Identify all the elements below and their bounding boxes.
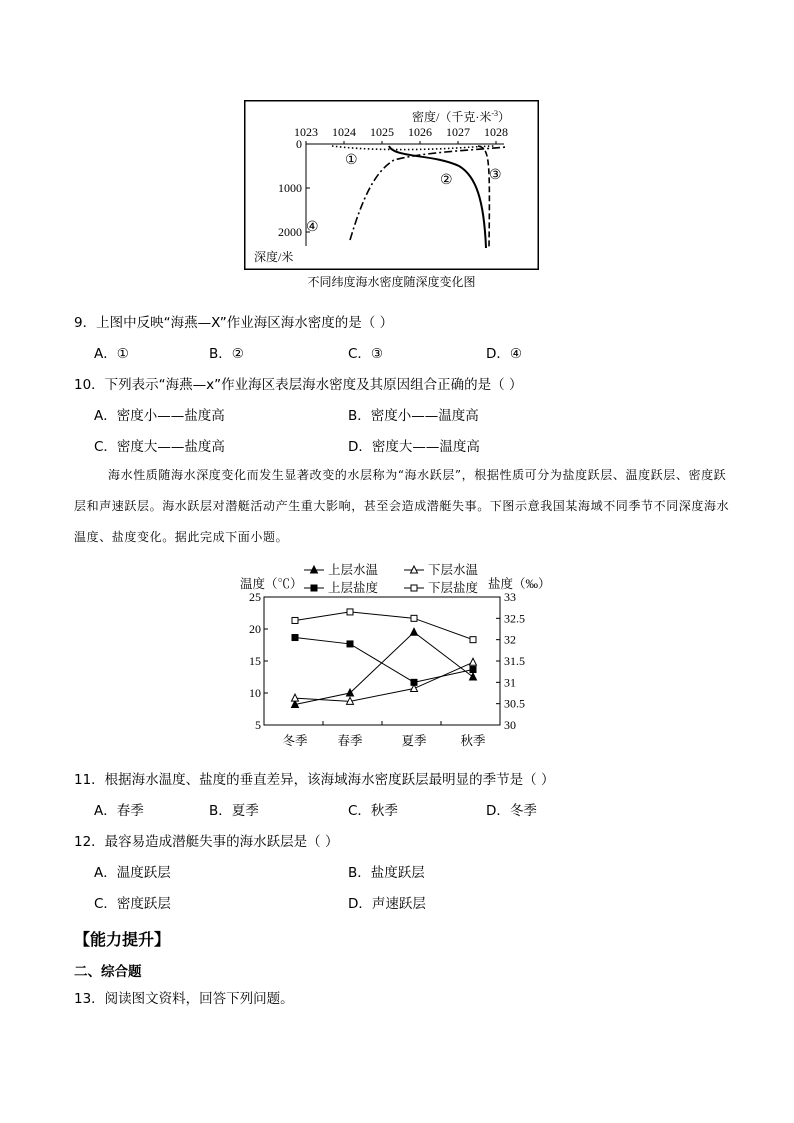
q10-option-a[interactable]: A．密度小——盐度高 [94, 408, 225, 424]
right-tick-label: 33 [504, 590, 516, 604]
q12-option-d[interactable]: D．声速跃层 [348, 896, 426, 912]
x-tick-label: 1026 [408, 125, 432, 139]
series-line-2 [295, 662, 473, 701]
q12-option-b[interactable]: B．盐度跃层 [348, 865, 425, 881]
right-tick-label: 31 [504, 675, 516, 690]
y-tick-label: 2000 [278, 225, 302, 239]
density-depth-figure [244, 100, 539, 270]
q12-option-a[interactable]: A．温度跃层 [94, 865, 171, 881]
density-axis-label: 密度/（千克·米$^{-3}$） [412, 109, 511, 124]
q10-option-c[interactable]: C．密度大——盐度高 [94, 439, 225, 455]
question-9-stem: 9．上图中反映“海燕—X”作业海区海水密度的是（ ） [74, 315, 394, 331]
q9-option-b[interactable]: B．② [209, 346, 244, 362]
q10-option-d[interactable]: D．密度大——温度高 [348, 439, 480, 455]
question-10-stem: 10．下列表示“海燕—x”作业海区表层海水密度及其原因组合正确的是（ ） [74, 377, 523, 393]
right-tick-label: 30 [504, 718, 516, 732]
curve-label-1: ① [345, 153, 358, 168]
y-tick-label: 1000 [278, 181, 302, 195]
q11-option-c[interactable]: C．秋季 [348, 803, 398, 819]
x-tick-label: 1028 [484, 125, 508, 139]
curve-label-3: ③ [489, 168, 502, 183]
curve-label-4: ④ [306, 220, 319, 235]
q11-option-d[interactable]: D．冬季 [486, 803, 537, 819]
left-tick-label: 5 [255, 718, 261, 732]
q11-option-a[interactable]: A．春季 [94, 803, 144, 819]
question-12-stem: 12．最容易造成潜艇失事的海水跃层是（ ） [74, 834, 339, 850]
series-4-point [292, 617, 298, 623]
curve-label-2: ② [440, 173, 453, 188]
y-left-label: 温度（℃） [240, 577, 303, 591]
x-tick-label: 1025 [370, 125, 394, 139]
series-1-point [411, 628, 418, 635]
right-tick-label: 30.5 [504, 696, 525, 711]
series-4-point [411, 615, 417, 621]
legend-marker [411, 585, 417, 591]
right-tick-label: 32 [504, 632, 516, 647]
question-13-stem: 13．阅读图文资料，回答下列问题。 [74, 991, 294, 1007]
x-tick-label: 1023 [294, 125, 318, 139]
chart-legend [304, 562, 479, 595]
right-tick-label: 31.5 [504, 654, 525, 668]
legend-label: 上层盐度 [328, 581, 379, 595]
x-category-label: 秋季 [460, 734, 486, 748]
temperature-salinity-chart [238, 562, 551, 754]
plot-frame [264, 597, 500, 725]
q9-option-d[interactable]: D．④ [486, 346, 522, 362]
series-4-point [347, 609, 353, 615]
series-2-point [292, 694, 299, 701]
series-3-point [411, 679, 417, 685]
q10-option-b[interactable]: B．密度小——温度高 [348, 408, 479, 424]
x-category-label: 春季 [337, 734, 363, 748]
q9-option-c[interactable]: C．③ [348, 346, 384, 362]
subsection-title: 二、综合题 [74, 964, 142, 980]
series-1-point [470, 673, 477, 680]
left-tick-label: 25 [249, 590, 261, 604]
series-3-point [470, 667, 476, 673]
legend-label: 下层水温 [428, 563, 479, 577]
passage: 海水性质随海水深度变化而发生显著改变的水层称为“海水跃层”，根据性质可分为盐度跃层、温度跃层、密度跃层和声速跃层。海水跃层对潜艇活动产生重大影响，甚至会造成潜艇失事。下图示意我国某海域不同季节不同深度海水温度、盐度变化。据此完成下面小题。 [74, 468, 730, 544]
question-11-stem: 11．根据海水温度、盐度的垂直差异，该海域海水密度跃层最明显的季节是（ ） [74, 772, 555, 788]
section-title: 【能力提升】 [74, 930, 171, 949]
x-tick-label: 1024 [332, 125, 356, 139]
legend-marker [311, 585, 317, 591]
series-line-4 [295, 612, 473, 640]
q12-option-c[interactable]: C．密度跃层 [94, 896, 171, 912]
series-line-3 [295, 638, 473, 683]
series-3-point [347, 641, 353, 647]
q11-option-b[interactable]: B．夏季 [209, 803, 259, 819]
series-3-point [292, 635, 298, 641]
series-line-1 [295, 632, 473, 704]
legend-label: 上层水温 [328, 563, 379, 577]
figure1-caption: 不同纬度海水密度随深度变化图 [307, 275, 476, 289]
depth-axis-label: 深度/米 [254, 250, 294, 264]
x-category-label: 夏季 [401, 734, 427, 748]
y-tick-label: 0 [296, 137, 302, 151]
x-tick-label: 1027 [446, 125, 470, 139]
left-tick-label: 10 [249, 686, 261, 700]
x-category-label: 冬季 [282, 734, 308, 748]
q9-option-a[interactable]: A．① [94, 346, 129, 362]
right-tick-label: 32.5 [504, 611, 525, 626]
left-tick-label: 15 [249, 654, 261, 668]
y-right-label: 盐度（‰） [488, 577, 551, 591]
left-tick-label: 20 [249, 622, 261, 636]
series-2-point [470, 658, 477, 665]
series-4-point [470, 637, 476, 643]
legend-label: 下层盐度 [428, 581, 479, 595]
